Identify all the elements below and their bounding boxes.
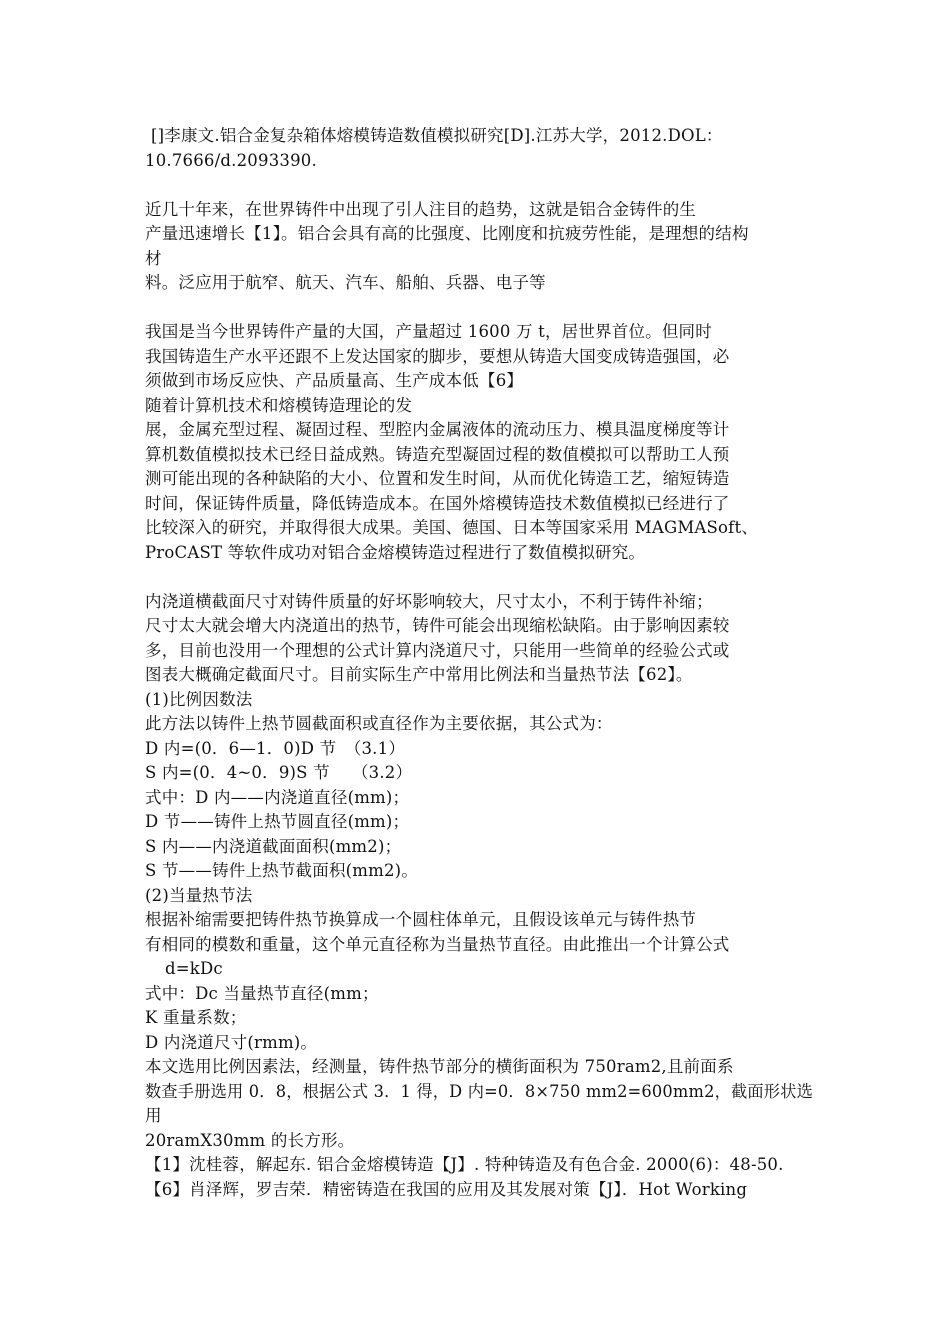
text-line: 算机数值模拟技术已经日益成熟。铸造充型凝固过程的数值模拟可以帮助工人预: [145, 444, 730, 464]
text-line: 此方法以铸件上热节圆截面积或直径作为主要依据，其公式为：: [145, 714, 613, 733]
blank-line: [145, 565, 810, 590]
text-line: D 节——铸件上热节圆直径(mm)；: [145, 812, 410, 831]
text-line: 20ramX30mm 的长方形。: [145, 1130, 355, 1150]
text-line: S 内——内浇道截面面积(mm2)；: [145, 836, 402, 856]
blank-line: [145, 173, 810, 198]
paragraph-ingate-size: [145, 590, 814, 1154]
text-line: 我国铸造生产水平还跟不上发达国家的脚步，要想从铸造大国变成铸造强国，必: [145, 346, 730, 366]
blank-line: [145, 296, 810, 321]
text-line: 10.7666/d.2093390.: [145, 150, 317, 170]
text-line: D 内浇道尺寸(rmm)。: [145, 1032, 318, 1052]
text-line: 多，目前也没用一个理想的公式计算内浇道尺寸，只能用一些简单的经验公式或: [145, 640, 730, 660]
text-line: 式中：Dc 当量热节直径(mm；: [145, 983, 379, 1003]
text-line: 内浇道横截面尺寸对铸件质量的好坏影响较大，尺寸太小，不利于铸件补缩；: [145, 591, 713, 611]
text-line: 材: [145, 248, 162, 268]
document-page: [145, 124, 814, 1202]
text-line: 须做到市场反应快、产品质量高、生产成本低【6】: [145, 371, 524, 390]
text-line: 尺寸太大就会增大内浇道出的热节，铸件可能会出现缩松缺陷。由于影响因素较: [145, 616, 730, 635]
text-line: 随着计算机技术和熔模铸造理论的发: [145, 395, 413, 415]
reference-top: [145, 124, 810, 173]
text-line: 我国是当今世界铸件产量的大国，产量超过 1600 万 t，居世界首位。但同时: [145, 322, 712, 341]
text-line: []李康文.铝合金复杂箱体熔模铸造数值模拟研究[D].江苏大学，2012.DOL：: [151, 126, 723, 145]
text-line: 图表大概确定截面尺寸。目前实际生产中常用比例法和当量热节法【62】。: [145, 665, 693, 684]
text-line: 根据补缩需要把铸件热节换算成一个圆柱体单元，且假设该单元与铸件热节: [145, 910, 697, 929]
reference-item: 【1】沈桂蓉，解起东. 铝合金熔模铸造【J】. 特种铸造及有色合金. 2000(6)：48-50.: [145, 1155, 784, 1174]
text-line: K 重量系数；: [145, 1008, 247, 1027]
text-line: 用: [145, 1106, 162, 1125]
formula-line: S 内=(0．4~0．9)S 节 （3.2）: [145, 763, 413, 782]
text-line: 料。泛应用于航窄、航天、汽车、船舶、兵器、电子等: [145, 273, 546, 292]
formula-line: d=kDc: [165, 959, 223, 978]
text-line: 近几十年来，在世界铸件中出现了引人注目的趋势，这就是铝合金铸件的生: [145, 199, 697, 219]
text-line: S 节——铸件上热节截面积(mm2)。: [145, 861, 419, 880]
text-line: 产量迅速增长【1】。铝合会具有高的比强度、比刚度和抗疲劳性能，是理想的结构: [145, 224, 749, 243]
text-line: 有相同的模数和重量，这个单元直径称为当量热节直径。由此推出一个计算公式: [145, 934, 730, 954]
paragraph-aluminum-trend: [145, 198, 810, 296]
section-heading: (2)当量热节法: [145, 885, 253, 905]
text-line: 比较深入的研究，并取得很大成果。美国、德国、日本等国家采用 MAGMASoft、: [145, 518, 759, 537]
text-line: 时间，保证铸件质量，降低铸造成本。在国外熔模铸造技术数值模拟已经进行了: [145, 493, 730, 513]
reference-item: 【6】肖泽辉，罗吉荣．精密铸造在我国的应用及其发展对策【J】．Hot Working: [145, 1179, 748, 1199]
formula-line: D 内=(0．6—1．0)D 节 （3.1）: [145, 738, 406, 758]
text-line: 数查手册选用 0．8，根据公式 3．1 得，D 内=0．8×750 mm2=600mm2，截面形状选: [145, 1081, 814, 1101]
section-heading: (1)比例因数法: [145, 689, 253, 709]
text-line: 本文选用比例因素法，经测量，铸件热节部分的横街面积为 750ram2,且前面系: [145, 1057, 734, 1076]
paragraph-china-casting: [145, 320, 810, 565]
text-line: 展，金属充型过程、凝固过程、型腔内金属液体的流动压力、模具温度梯度等计: [145, 420, 730, 439]
reference-list: [145, 1153, 810, 1202]
text-line: 测可能出现的各种缺陷的大小、位置和发生时间，从而优化铸造工艺，缩短铸造: [145, 469, 730, 488]
text-line: ProCAST 等软件成功对铝合金熔模铸造过程进行了数值模拟研究。: [145, 542, 646, 562]
text-line: 式中：D 内——内浇道直径(mm)；: [145, 787, 410, 807]
